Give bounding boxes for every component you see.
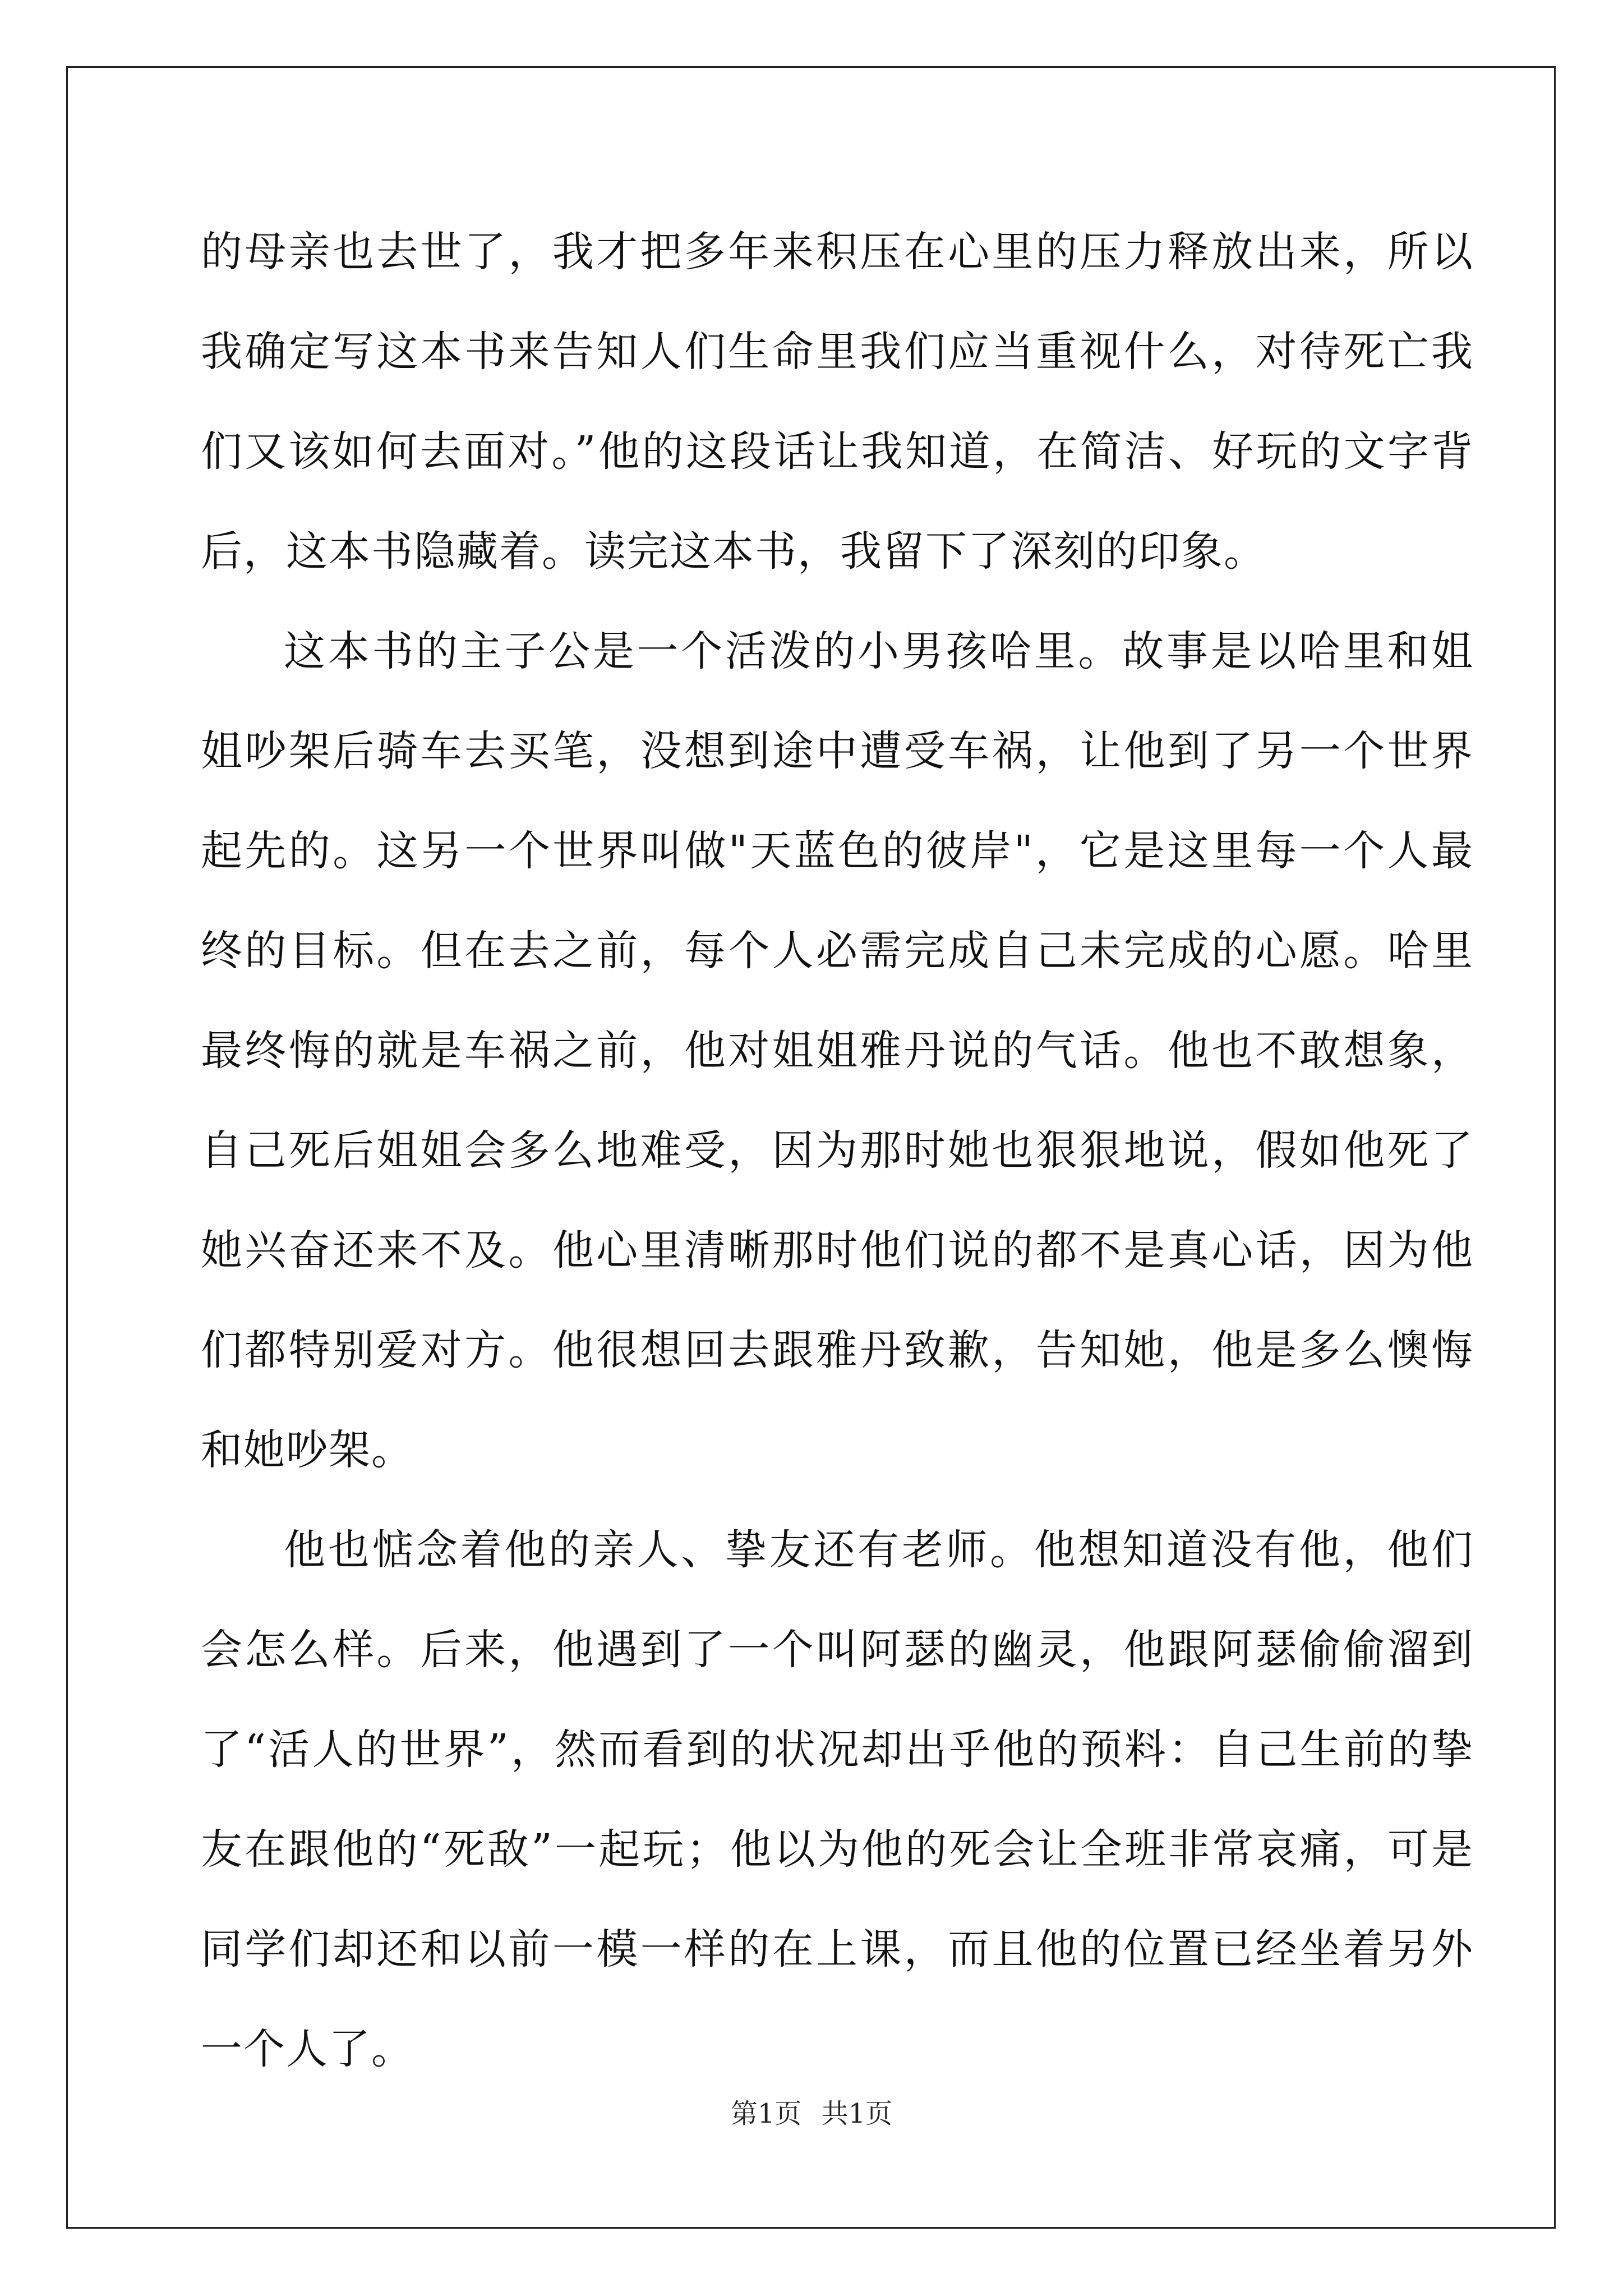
paragraph-3: 他也惦念着他的亲人、挚友还有老师。他想知道没有他，他们会怎么样。后来，他遇到了一个叫阿瑟的幽灵，他跟阿瑟偷偷溜到了“活人的世界”，然而看到的状况却出乎他的预料：自己生前的挚友在跟他的“死敌”一起玩；他以为他的死会让全班非常哀痛，可是同学们却还和以前一模一样的在上课，而且他的位置已经坐着另外一个人了。 — [201, 1526, 1474, 2073]
page-total: 共1页 — [821, 2098, 893, 2129]
paragraph-1: 的母亲也去世了，我才把多年来积压在心里的压力释放出来，所以我确定写这本书来告知人们生命里我们应当重视什么，对待死亡我们又该如何去面对。”他的这段话让我知道，在简洁、好玩的文字背后，这本书隐藏着。读完这本书，我留下了深刻的印象。 — [201, 228, 1474, 576]
paragraph-2: 这本书的主子公是一个活泼的小男孩哈里。故事是以哈里和姐姐吵架后骑车去买笔，没想到途中遭受车祸，让他到了另一个世界起先的。这另一个世界叫做"天蓝色的彼岸"，它是这里每一个人最终的目标。但在去之前，每个人必需完成自己未完成的心愿。哈里最终悔的就是车祸之前，他对姐姐雅丹说的气话。他也不敢想象，自己死后姐姐会多么地难受，因为那时她也狠狠地说，假如他死了她兴奋还来不及。他心里清晰那时他们说的都不是真心话，因为他们都特别爱对方。他很想回去跟雅丹致歉，告知她，他是多么懊悔和她吵架。 — [201, 627, 1474, 1474]
page-footer — [0, 2097, 1623, 2131]
document-body — [201, 202, 1474, 2099]
page-number: 第1页 — [730, 2098, 802, 2129]
